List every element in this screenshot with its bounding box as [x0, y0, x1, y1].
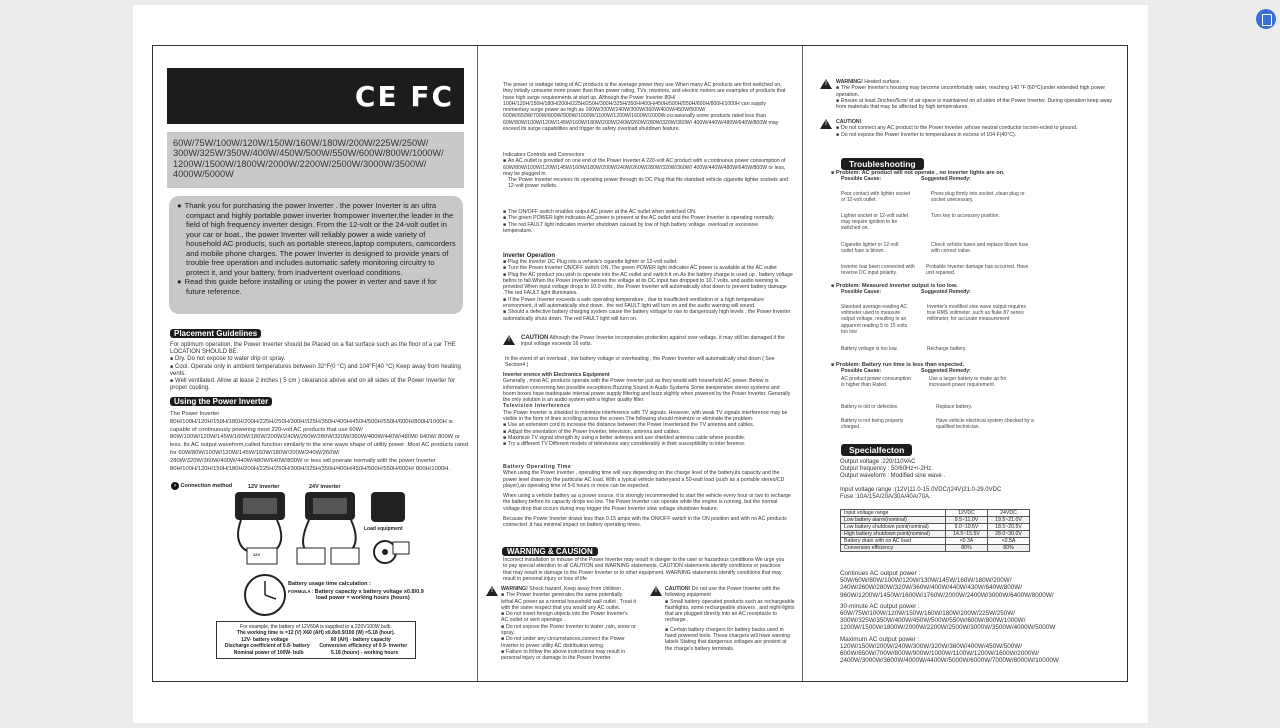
remedy-cell: Check vehicle fuses and replace blown fuse with correct value.	[931, 242, 1029, 255]
intro-panel	[169, 196, 463, 314]
indicator-item: The Power Inverter receives its operating power through its DC Plug that fits standard vehicle cigarette lighter sockets and 12-volt power outlets.	[508, 177, 788, 190]
thirty-minute-values: 60W/75W/100W/120W/150W/160W/180W/200W/225W/250W/ 300W/325W/350W/400W/450W/500W/550W/600W/800W/1000W/ 1200W/1500W/1800W/2000W/2200W/2500W/3000W/3500W/4000W/5000W	[840, 610, 1056, 632]
document-app-icon[interactable]	[1256, 9, 1276, 29]
table-row	[841, 538, 1030, 545]
problem-2	[831, 283, 1121, 296]
maximum-values: 120W/150W/200W/240W/300W/320W/360W/400W/450W/500W/ 600W/650W/700W/800W/900W/1000W/1100W/1200W/1600W/2000W/ 2400W/3000W/3600W/4000W/4400W/5000W/6000W/7000W/8000W/10000W	[840, 642, 1059, 665]
interference-text: Generally , most AC products operate with the Power Inverter just as they would with household AC power. Below is information concerning two possible exceptions.Buzzing Sound in Audio Systems Some inexpensive stereo systems and boom boxes have inadequate internal power supply filtering and buzz slightly when powered by the Power Inverter. Generally the only solution is an audio system with a higher quality filter.	[503, 378, 791, 404]
remedy-cell: Press plug firmly into socket ,clean plug or socket unecessary.	[931, 191, 1025, 204]
placement-section	[170, 323, 470, 392]
problem-title: ■ Problem: AC product will not operate , no inverter lights are on.	[831, 170, 1121, 176]
shock-warning	[486, 586, 636, 662]
cause-cell: Lighter socket or 12-volt outlet may require ignition to be switched on.	[841, 213, 908, 232]
tv-item: ■ Try a different TV Different models of televisions vary considerably in their susceptibility to inter ference.	[503, 441, 793, 447]
switch-item: ■ The red FAULT light indicates inverter shutdown caused by low of high battery voltage. overload or excessive temperature.	[503, 222, 788, 235]
overload-note: In the event of an overload , low battery voltage or overheating , the Power Inverter will automatically shut down ( See Section4 )	[505, 356, 775, 369]
table-cell: Low battery alarm(nominal)	[841, 517, 946, 524]
formula-label: FORMULA :	[288, 589, 314, 594]
cause-cell: Cigarette lighter or 12-volt outlet fuse is blown.	[841, 242, 899, 255]
example-left: 12V- battery voltage	[241, 636, 289, 643]
table-cell: Low battery shutdown point(nominal)	[841, 524, 946, 531]
load-equipment-label: Load equipment	[364, 526, 403, 532]
warning-item: ■ Do not expose the Power Inverter to water ,rain, snow or spray.	[501, 624, 636, 637]
indicators-title: Indicators Controls and Connectors	[503, 152, 585, 158]
warning-caution-text: Incorrect installation or misuse of the Power Inverter may result in danger to the user or hazardous conditions We urge you to pay special attention to all CAUTION and WARNING statements. CAUTION statements identify conditions or practices that may result in damage to the Power Inverter or to other equipment. WARNING statements identify conditions that may result in personal injury or loss of life	[503, 557, 785, 582]
caution-intro: Do not use the Power Inverter with the following equipment	[665, 586, 781, 599]
calc-title: Battery usage time calculation :	[288, 581, 371, 587]
warning-item: ■ Failure to follow the above instructions may result in personal injury or damage to the Power Inverter.	[501, 649, 636, 662]
example-line-1: For example, the battery of 12V60A is supplied to a 220V100W bulb.	[240, 624, 392, 630]
model-list: 60W/75W/100W/120W/150W/160W/180W/200W/225W/250W/ 300W/325W/350W/400W/450W/500W/550W/600W/800W/1000W/ 1200W/1500W/1800W/2000W/2200W/2500W/3000W/3500W/ 4000W/5000W	[167, 132, 464, 188]
remedy-cell: Have vehicle electrical system checked by a qualified technician.	[936, 418, 1034, 431]
warning-triangle-icon	[820, 119, 832, 129]
using-title: Using the Power Inverter	[170, 397, 272, 406]
remedy-cell: Recharge battery.	[927, 346, 967, 352]
input-range: Input voltage range :(12V)11.0-15.0VDC/(24V)21.0-29.0VDC	[840, 486, 1002, 493]
example-left: Discharge coefficient of 0.8- battery	[224, 643, 310, 650]
operation-section	[503, 250, 793, 322]
manual-spread	[152, 45, 1128, 682]
example-box	[216, 621, 416, 659]
power-rating-paragraph: The power or wattage rating of AC products is the average power they use When many AC products are first switched on, they initially consume more power than than power rating. TVs, monitors, and electric motors are examples of products that have high surge requirements at start up. Although the Power Inverter 80H/ 100H/120H/150H/180H/200H/225H/250H/300H/325H/350H/400H/450H/500H/550H/600H/800H/1000H can supply momentary surge power as high as 160W/200W/240W/300W/360W/400W/450W/500W/ 600W/650W/700W/800W/900W/1000W/1100W/1200W/1600W/2000W,occasionally some products rated less than 60W/80W/100W/120W/145W/160W/180W/200W/240W/260W/280W/320W/360W/ 400W/440W/480W/640W/800W may exceed its surge capabilities and trigger its safety overload shutdown feature.	[503, 82, 786, 133]
table-header: 24VDC	[988, 510, 1030, 517]
switch-item: ■ The green POWER light indicates AC power is present at the AC outlet and the Power Inverter is operating normally.	[503, 215, 788, 221]
connection-label: Connection method	[180, 483, 233, 489]
warning-item: ■ Do not under any circumstances,connect the Power Inverter to power utility AC distribution wiring.	[501, 636, 636, 649]
troubleshooting-title: Troubleshooting	[841, 158, 924, 170]
equipment-caution	[650, 586, 795, 652]
remedy-cell: Use a larger battery to make up for increased power requirement.	[929, 376, 1007, 389]
table-header-row	[841, 510, 1030, 517]
caution-item: ■ Do not connect any AC product to the Power Inverter ,whose neutral conductor isconn-ected to ground.	[836, 125, 1078, 131]
problem-3	[831, 362, 1121, 375]
maximum-title: Maximum AC output power :	[840, 635, 920, 643]
table-cell: 9.0~10.5V	[946, 524, 988, 531]
warning-item: ■ The Power Inverter generates the same potentially lethal AC power as a normal household wall outlet . Treat it with the same respect that you would any AC outlet.	[501, 592, 636, 611]
operation-item: ■ Turn the Power Inverter ON/OFF switch ON. The green POWER light indicates AC power is available at the AC outlet	[503, 265, 793, 271]
warning-item: ■ Do not insert foreign objects into the Power Inverter's AC outlet or vent openings .	[501, 611, 636, 624]
formula-line-1: Battery capacity x battery voltage x0.8/0.9	[314, 589, 424, 595]
operation-title: Inverter Operation	[503, 253, 556, 259]
thirty-minute-title: 30-minute AC output power :	[840, 602, 920, 610]
warning-triangle-icon	[503, 335, 515, 345]
switch-item: ■ The ON/OFF switch enables output AC power at the AC outlet when switched ON.	[503, 209, 788, 215]
intro-paragraph: ● Thank you for purchasing the power Inverter . the power Inverter is an ultra compact and highly portable power inverter frompower Inverter,the leader in the field of high frequency inverter design. From the 12-volt or the 24-volt outlet in your car or boat., the power Inverter will reliably power a wide variety of household AC products, such as portable stereos,laptop computers, camcorders and mobile phone charges. The power Inverter is designed to provide years of trouble free operation and includes automatic safety monitoring circuitry to protect it, and your battery, from inadvertent overload conditions.	[176, 201, 456, 277]
tv-item: ■ Maximize TV signal strength by using a better antenna and use shielded antenna cable where possible.	[503, 435, 793, 441]
remedy-header: Suggested Remedy:	[921, 176, 971, 183]
using-section	[170, 391, 470, 473]
battery-time-section	[503, 464, 793, 529]
problem-title: ■ Problem: Measured inverter output is too low.	[831, 283, 1121, 289]
operation-item: ■ Should a defective battery charging system cause the battery voltage to rise to dangerously high levels , the Power Inverter automatically shuts down. The red FAULT light will turn on.	[503, 309, 793, 322]
remedy-cell: Turn key to accessory position.	[931, 213, 1000, 219]
operation-item: ■ Plug the AC product you wish to operate into the AC outlet and switch it on.As the battery charge is used up , battery voltage befins to fall.When the Power Inverter senses the voltage at its DC input has dropped to 10.7 volts, and audio warning is provided When input voltage drops to 10.0 volts , the Power Inverter will automatically shut down to prevent battery damage .The red FAULT light illuminates.	[503, 272, 793, 297]
table-row	[841, 531, 1030, 538]
warning-item: ■ The Power Inverter's housing may become uncomfortably warn, reaching 140 °F (60°C)under extended high power operation.	[836, 85, 1120, 98]
interference-title: Inverter erence with Electronics Equipment	[503, 372, 610, 378]
caution-label: CAUTION	[521, 335, 549, 341]
tv-item: ■ Use an extension cord to increase the distance between the Power Inverterand the TV antenna and cables.	[503, 422, 793, 428]
placement-item: ■ Cool. Operate only in ambient temperatures between 32°F(0 °C) and 104°F(40 °C) Keep away from heating vents.	[170, 364, 470, 378]
cover-header	[167, 68, 464, 124]
arrow-circle-icon: ›	[171, 482, 179, 490]
warning-triangle-icon	[820, 79, 832, 89]
warning-label: WARNING!	[836, 79, 863, 85]
power-ratings	[840, 570, 1125, 664]
operation-item: ■ If the Power Inverter exceeds a safe operating temperature , due to insufficient ventilation or a high temperature environment, it will automatically shut down . the red FAULT light will turn on and the audio warning will sound.	[503, 297, 793, 310]
table-cell: Battery drain with on AC load	[841, 538, 946, 545]
table-header: 12VDC	[946, 510, 988, 517]
caution-label: CAUTION!	[665, 586, 691, 592]
using-text: The Power Inverter 80H/100H/120H/150H/180H/200H/225H/250H/300H/325H/350H/400H/450H/500H/550H/600H/800H/1000H is capable of continuously powering most 220-volt AC products that use 60W/ 80W/100W/120W/145W/160W/180W/200W/240W/260W/280W/320W/360W/400W/440W/480W/ 640W/ 800W or less. Its AC output waveform,called function similarly to the sine wave shape of utility power .Most AC products rated for 60W/80W/100W/120W/145W/160W/180W/200W/240W/260W/ 280W/320W/360W/400W/440W/480W/640W/800W or less will poerate normally with the power Inverter 80H/100H/120H/150H/180H/200H/225H/250H/300H/325H/350H/400H/450H/500H/550H/600H/ 800H/1000H.	[170, 411, 469, 472]
table-cell: <0.3A	[946, 538, 988, 545]
intro-paragraph: ● Read this guide before installing or using the power in verter and save if for future reference.	[176, 277, 456, 296]
cause-cell: Battery voltage is too low.	[841, 346, 898, 352]
caution-item: ■ Small battery operated products such as rechargeable flashlights, some rechargeable shavers , and night-lights that are plugged directly into an AC receptacle to recharge .	[665, 599, 795, 624]
table-cell: 80%	[946, 545, 988, 552]
cause-header: Possible Cause:	[841, 289, 882, 296]
operation-item: ■ Plug the Inverter DC Plug into a vehicle's cigarette lighter or 12-volt outlet.	[503, 259, 793, 265]
connection-label-row	[171, 482, 232, 490]
cause-cell: Inverter has been connected with reverse DC input polarity.	[841, 264, 915, 277]
remedy-cell: Probable inverter damage has occurred. Have unit repaired.	[926, 264, 1029, 277]
ce-fc-logo: CE FC	[354, 80, 454, 113]
example-left: Nominal power of 100W- bulb	[233, 649, 304, 656]
caution-block	[503, 335, 793, 348]
heat-warning	[820, 79, 1120, 110]
table-cell: 9.5~11.0V	[946, 517, 988, 524]
placement-title: Placement Guidelines	[170, 329, 261, 338]
warning-item: ■ Ensure at least 2inches/5cm/ of air space is maintained on all sides of the Power Inverter. During operation keep away from materials that may be affected by high temperatures.	[836, 98, 1120, 111]
output-waveform: Output waveform : Modified sine wave .	[840, 473, 946, 480]
cause-header: Possible Cause:	[841, 176, 882, 183]
ground-caution	[820, 119, 1120, 138]
output-frequency: Output frequency : 50/60Hz+/-2Hz.	[840, 466, 933, 473]
placement-item: ■ Dry. Do not expose to water drip or spray.	[170, 356, 470, 363]
tv-item: ■ Adjust the orientation of the Power Inverter, television, antenna and cables.	[503, 429, 793, 435]
spec-lines	[840, 459, 1120, 501]
inverter-24v-figure	[297, 492, 359, 564]
tv-text: The Power Inverter is shielded to minimize interference with TV signals. However, with weak TV signals interference may be visible in the form of lines scrolling across the screen.The following should minimize or eliminate the problem:	[503, 409, 788, 423]
cause-cell: Battery is not being properly charged.	[841, 418, 904, 431]
spec-title: Specialfecton	[841, 444, 912, 456]
tv-title: Television Interference	[503, 403, 571, 410]
cause-cell: AC product power consumption is higher than Rated.	[841, 376, 911, 389]
table-cell: 19.5~21.0V	[988, 517, 1030, 524]
formula-line-2: load power = working hours (hours)	[316, 595, 410, 601]
table-cell: High battery shutdown point(nominal)	[841, 531, 946, 538]
cause-cell: Poor contact with lighter socket or 12-volt outlet.	[841, 191, 911, 204]
spec-heading	[841, 440, 912, 458]
switch-section	[503, 209, 788, 234]
warning-triangle-icon	[486, 586, 498, 596]
table-row	[841, 524, 1030, 531]
warning-intro: Shock hazard .Keep away from children .	[529, 586, 624, 592]
indicator-item: ■ An AC outlet is provided on one end of the Power Inverter A 220-volt AC product with a continuous power consumption of 60W/80W/100W/120W/145W/160W/180W/200W/240W/260W/280W/320W/360W/ 400W/440W/480W/640W/800W or less, may be plugged in.	[503, 158, 788, 177]
table-cell: 80%	[988, 545, 1030, 552]
caution-text: Although the Power Inverter incorporates protection against over-voltage. it may still be damaged if the input voltage exceeds 16 volts.	[521, 335, 785, 348]
table-row	[841, 545, 1030, 552]
example-right: Conversion efficiency of 0.9- inverter	[319, 643, 408, 650]
caution-label: CAUTION!	[836, 119, 862, 125]
table-row	[841, 517, 1030, 524]
clock-icon	[243, 573, 287, 617]
example-right: 5.18 (hours) - working hours	[331, 649, 399, 656]
output-voltage: Output voltage :220/110VAC	[840, 459, 916, 465]
warning-caution-heading: WARNING & CAUSION	[502, 547, 598, 556]
table-cell: 14.5~15.5V	[946, 531, 988, 538]
inverter-24v-label: 24V inverter	[309, 484, 341, 490]
table-cell: 18.5~20.5V	[988, 524, 1030, 531]
problem-1	[831, 170, 1121, 183]
battery-time-text: Because the Power Inverter draws less than 0.15 amps with the ON/OFF switch in the ON position and with no AC products connected ,it has minimal impact on battery operating times.	[503, 516, 787, 529]
caution-item: ■ Certain battery chargers for battery backs used in hand powered tools. These chargers will have warning labels Stating that dangerous voltages are present at the charge's battery terminals.	[665, 627, 795, 652]
battery-time-title: Battery Operating Time	[503, 464, 572, 470]
example-line-2: The working time is =12 (V) X60 (AH) x0.8x0.9/100 (W) =5.18 (hour).	[236, 630, 396, 637]
inverter-12v-label: 12V inverter	[248, 484, 280, 490]
placement-item: ■ Well ventilated. Allow at lease 2 inches ( 5 cm ) clearance above and on all sides of the Power Inverter for proper cooling.	[170, 378, 470, 392]
battery-12v-label: 12V	[253, 552, 261, 557]
battery-time-text: When using a vehicle battery as a power source, it is strongly recommended to start the vehicle every hour or two to recharge the battery before its capacity drops too low. The Power Inverter can operate while the engine is running, but the normal voltage drop that occurs during may trigger the Power Inverter slow voltage shutdown feature.	[503, 493, 792, 512]
remedy-cell: Inverter's modified sine wave output requires true RMS voltmeter ,such as fluke 87 series millimeter, for accurate measurement	[927, 304, 1027, 323]
caution-item: ■ Do not expose the Power Inverter to temperatures in excess of 104 F(40°C).	[836, 132, 1078, 138]
cause-cell: Standard average-reading AC voltmeter used to measure output voltage, resulting in an apparent reading 5 to 15 volts too low	[841, 304, 908, 335]
cause-cell: Battery is old or defective.	[841, 404, 899, 410]
column-middle	[478, 46, 803, 681]
interference-section	[503, 372, 793, 448]
warning-intro: Heated surface.	[864, 79, 901, 85]
indicators-section	[503, 152, 788, 190]
remedy-cell: Replace battery.	[936, 404, 973, 410]
spec-table	[840, 509, 1030, 552]
placement-lead: For optimum operation, the Power Inverter should be Placed on a flat surface such as the floor of a car THE LOCATION SHOULD BE:	[170, 342, 456, 356]
battery-calc	[288, 581, 468, 601]
table-cell: <0.5A	[988, 538, 1030, 545]
cause-header: Possible Cause:	[841, 368, 882, 375]
table-cell: 28.0~30.0V	[988, 531, 1030, 538]
column-right	[803, 46, 1129, 681]
table-cell: Conversion efficiency	[841, 545, 946, 552]
example-right: 60 (AH) - battery capacity	[330, 636, 391, 643]
column-left	[153, 46, 478, 681]
warning-label: WARNING!	[501, 586, 528, 592]
battery-time-text: When using the Power Inverter , operating time will vary depending on the charge level of the battery,its capacity and the power level drawn by the particular AC load, With a typical vehicle batteryand a 50-watt load (such as a portable stereo/CD player),an operating time of 5-6 hours or more can be expected.	[503, 470, 785, 489]
continuous-title: Continues AC output power :	[840, 570, 921, 577]
remedy-header: Suggested Remedy:	[921, 368, 971, 375]
table-header: Input voltage range	[841, 510, 946, 517]
continuous-values: 50W/60W/80W/100W/120W/130W/145W/160W/180W/200W/ 240W/260W/280W/320W/360W/400W/440W/430W/640W/800W/ 960W/1200W/1450W/1600W/1760W/2000W/2400W/3000W/6400W/8000W/	[840, 577, 1054, 599]
fuse-rating: Fuse :10A/15A/20A/30A/40A/70A.	[840, 493, 931, 500]
problem-title: ■ Problem: Battery run time is less than expected.	[831, 362, 1121, 368]
remedy-header: Suggested Remedy:	[921, 289, 971, 296]
warning-triangle-icon	[650, 586, 662, 596]
